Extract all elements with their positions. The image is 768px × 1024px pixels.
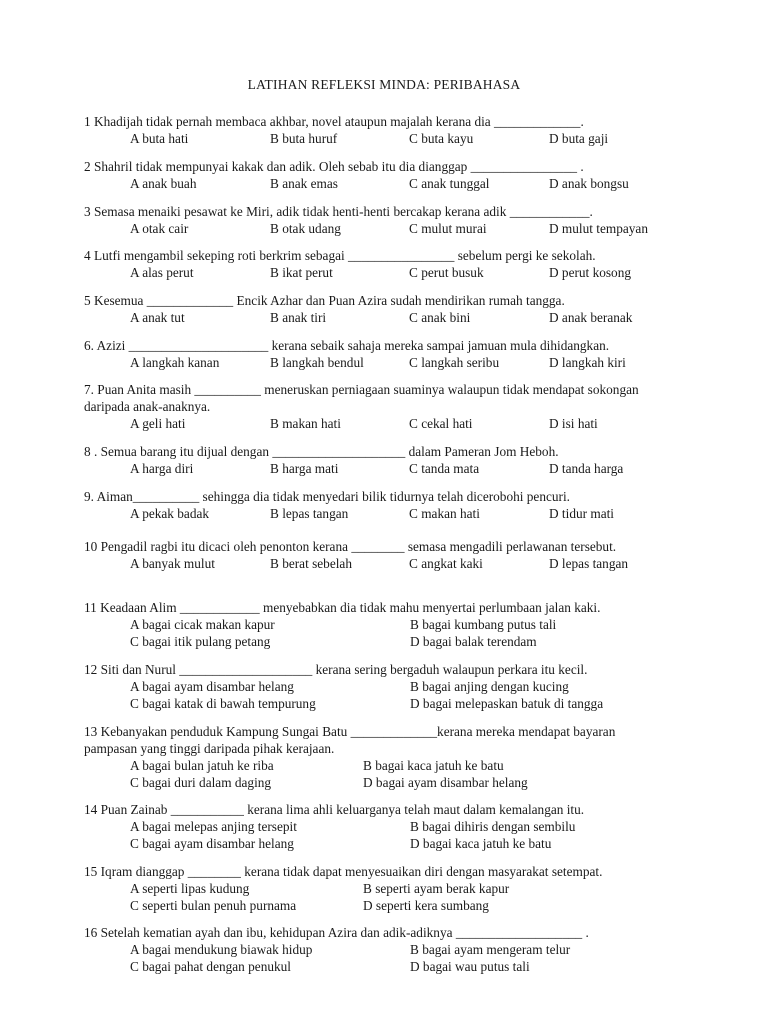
question-text: 10 Pengadil ragbi itu dicaci oleh penonton kerana ________ semasa mengadili perlawanan tersebut. bbox=[84, 539, 617, 554]
question-13 bbox=[84, 723, 654, 791]
question-text: 11 Keadaan Alim ____________ menyebabkan dia tidak mahu menyertai perlumbaan jalan kaki. bbox=[84, 600, 601, 615]
option-a: A geli hati bbox=[130, 416, 186, 431]
option-d: D tidur mati bbox=[549, 506, 614, 521]
question-text: 8 . Semua barang itu dijual dengan ____________________ dalam Pameran Jom Heboh. bbox=[84, 444, 559, 459]
question-text: 4 Lutfi mengambil sekeping roti berkrim sebagai ________________ sebelum pergi ke sekolah. bbox=[84, 248, 596, 263]
option-b: B bagai kumbang putus tali bbox=[410, 617, 557, 632]
option-b: B anak emas bbox=[270, 176, 338, 191]
option-d: D langkah kiri bbox=[549, 355, 626, 370]
question-15 bbox=[84, 863, 694, 914]
question-text: 1 Khadijah tidak pernah membaca akhbar, novel ataupun majalah kerana dia _____________. bbox=[84, 114, 584, 129]
options-row-1 bbox=[84, 880, 694, 897]
option-b: B bagai dihiris dengan sembilu bbox=[410, 819, 576, 834]
question-8 bbox=[84, 443, 694, 477]
option-b: B langkah bendul bbox=[270, 355, 364, 370]
options bbox=[84, 130, 694, 147]
option-a: A seperti lipas kudung bbox=[130, 881, 250, 896]
options bbox=[84, 415, 684, 432]
option-c: C mulut murai bbox=[409, 221, 487, 236]
option-c: C makan hati bbox=[409, 506, 480, 521]
question-text: 5 Kesemua _____________ Encik Azhar dan Puan Azira sudah mendirikan rumah tangga. bbox=[84, 293, 565, 308]
option-c: C bagai katak di bawah tempurung bbox=[130, 696, 316, 711]
option-b: B berat sebelah bbox=[270, 556, 352, 571]
option-c: C bagai itik pulang petang bbox=[130, 634, 271, 649]
options bbox=[84, 220, 694, 237]
question-11 bbox=[84, 599, 694, 650]
question-5 bbox=[84, 292, 694, 326]
option-b: B buta huruf bbox=[270, 131, 338, 146]
options-row-2 bbox=[84, 897, 694, 914]
option-d: D bagai balak terendam bbox=[410, 634, 537, 649]
question-10 bbox=[84, 538, 684, 572]
option-d: D isi hati bbox=[549, 416, 598, 431]
option-b: B otak udang bbox=[270, 221, 341, 236]
question-3 bbox=[84, 203, 694, 237]
option-d: D bagai wau putus tali bbox=[410, 959, 530, 974]
option-c: C seperti bulan penuh purnama bbox=[130, 898, 297, 913]
option-c: C langkah seribu bbox=[409, 355, 500, 370]
option-a: A bagai cicak makan kapur bbox=[130, 617, 275, 632]
option-a: A banyak mulut bbox=[130, 556, 215, 571]
option-b: B bagai anjing dengan kucing bbox=[410, 679, 569, 694]
option-c: C anak tunggal bbox=[409, 176, 490, 191]
option-a: A otak cair bbox=[130, 221, 189, 236]
options-row-2 bbox=[84, 958, 694, 975]
question-1 bbox=[84, 113, 694, 147]
option-d: D anak beranak bbox=[549, 310, 633, 325]
option-a: A pekak badak bbox=[130, 506, 210, 521]
option-c: C bagai duri dalam daging bbox=[130, 775, 272, 790]
options bbox=[84, 264, 694, 281]
option-b: B seperti ayam berak kapur bbox=[363, 881, 510, 896]
options-row-2 bbox=[84, 695, 694, 712]
question-4 bbox=[84, 247, 694, 281]
question-text: 16 Setelah kematian ayah dan ibu, kehidupan Azira dan adik-adiknya ___________________ . bbox=[84, 925, 589, 940]
question-text: 14 Puan Zainab ___________ kerana lima ahli keluarganya telah maut dalam kemalangan itu. bbox=[84, 802, 585, 817]
option-a: A alas perut bbox=[130, 265, 194, 280]
question-text: 12 Siti dan Nurul ____________________ kerana sering bergaduh walaupun perkara itu kecil. bbox=[84, 662, 588, 677]
option-b: B anak tiri bbox=[270, 310, 327, 325]
question-14 bbox=[84, 801, 694, 852]
question-text: 3 Semasa menaiki pesawat ke Miri, adik tidak henti-henti bercakap kerana adik ____________. bbox=[84, 204, 593, 219]
option-b: B lepas tangan bbox=[270, 506, 349, 521]
option-d: D seperti kera sumbang bbox=[363, 898, 489, 913]
option-d: D anak bongsu bbox=[549, 176, 629, 191]
option-b: B makan hati bbox=[270, 416, 341, 431]
question-text: 7. Puan Anita masih __________ meneruskan perniagaan suaminya walaupun tidak mendapat sokongan daripada anak-anaknya. bbox=[84, 382, 639, 414]
options bbox=[84, 460, 694, 477]
option-a: A bagai mendukung biawak hidup bbox=[130, 942, 313, 957]
option-a: A harga diri bbox=[130, 461, 194, 476]
option-d: D mulut tempayan bbox=[549, 221, 648, 236]
options-row-1 bbox=[84, 757, 654, 774]
question-text: 15 Iqram dianggap ________ kerana tidak dapat menyesuaikan diri dengan masyarakat setempat. bbox=[84, 864, 603, 879]
options-row-1 bbox=[84, 678, 694, 695]
question-9 bbox=[84, 488, 694, 522]
option-a: A bagai bulan jatuh ke riba bbox=[130, 758, 274, 773]
option-d: D buta gaji bbox=[549, 131, 609, 146]
option-b: B harga mati bbox=[270, 461, 339, 476]
question-text: 9. Aiman__________ sehingga dia tidak menyedari bilik tidurnya telah dicerobohi pencuri. bbox=[84, 489, 570, 504]
option-d: D bagai kaca jatuh ke batu bbox=[410, 836, 552, 851]
options-row-1 bbox=[84, 818, 694, 835]
option-b: B ikat perut bbox=[270, 265, 333, 280]
question-6 bbox=[84, 337, 694, 371]
option-a: A anak tut bbox=[130, 310, 185, 325]
option-c: C cekal hati bbox=[409, 416, 473, 431]
option-c: C bagai pahat dengan penukul bbox=[130, 959, 291, 974]
option-d: D tanda harga bbox=[549, 461, 624, 476]
option-c: C angkat kaki bbox=[409, 556, 483, 571]
question-text: 13 Kebanyakan penduduk Kampung Sungai Batu _____________kerana mereka mendapat bayaran pampasan yang tinggi daripada pihak kerajaan. bbox=[84, 724, 616, 756]
question-7 bbox=[84, 381, 684, 432]
option-b: B bagai ayam mengeram telur bbox=[410, 942, 571, 957]
option-d: D bagai melepaskan batuk di tangga bbox=[410, 696, 604, 711]
options-row-2 bbox=[84, 774, 654, 791]
options bbox=[84, 175, 694, 192]
options bbox=[84, 354, 694, 371]
option-a: A langkah kanan bbox=[130, 355, 220, 370]
question-text: 6. Azizi _____________________ kerana sebaik sahaja mereka sampai jamuan mula dihidangkan. bbox=[84, 338, 610, 353]
option-a: A bagai ayam disambar helang bbox=[130, 679, 294, 694]
question-2 bbox=[84, 158, 694, 192]
options-row-2 bbox=[84, 835, 694, 852]
question-12 bbox=[84, 661, 694, 712]
option-c: C anak bini bbox=[409, 310, 471, 325]
page-title: LATIHAN REFLEKSI MINDA: PERIBAHASA bbox=[247, 77, 521, 92]
options-row-1 bbox=[84, 616, 694, 633]
options-row-1 bbox=[84, 941, 694, 958]
options-row-2 bbox=[84, 633, 694, 650]
option-d: D lepas tangan bbox=[549, 556, 629, 571]
option-c: C perut busuk bbox=[409, 265, 484, 280]
option-b: B bagai kaca jatuh ke batu bbox=[363, 758, 504, 773]
question-text: 2 Shahril tidak mempunyai kakak dan adik. Oleh sebab itu dia dianggap ________________ . bbox=[84, 159, 584, 174]
option-d: D perut kosong bbox=[549, 265, 631, 280]
options bbox=[84, 555, 684, 572]
option-a: A anak buah bbox=[130, 176, 197, 191]
question-16 bbox=[84, 924, 694, 975]
option-a: A buta hati bbox=[130, 131, 189, 146]
option-a: A bagai melepas anjing tersepit bbox=[130, 819, 297, 834]
options bbox=[84, 505, 694, 522]
option-c: C tanda mata bbox=[409, 461, 480, 476]
options bbox=[84, 309, 694, 326]
option-c: C buta kayu bbox=[409, 131, 474, 146]
option-d: D bagai ayam disambar helang bbox=[363, 775, 528, 790]
option-c: C bagai ayam disambar helang bbox=[130, 836, 294, 851]
